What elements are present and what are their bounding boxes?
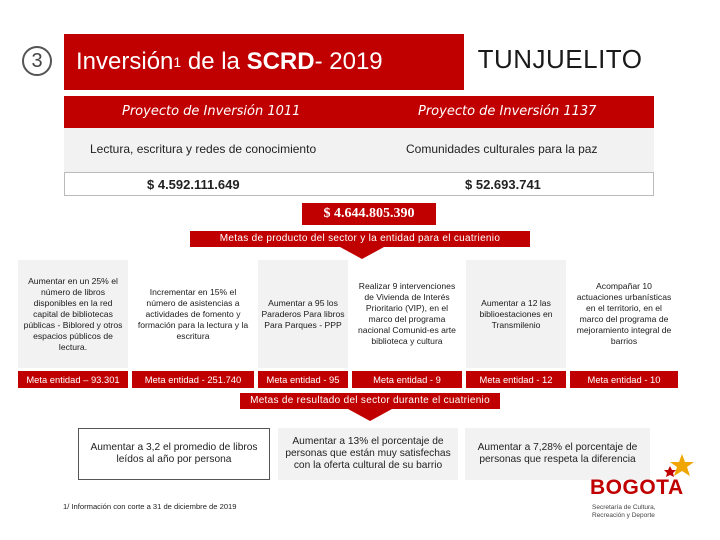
goal-card (18, 260, 128, 368)
section-number: 3 (31, 49, 43, 72)
entity-goal-badge: Meta entidad – 93.301 (18, 371, 128, 388)
entity-goal-badge: Meta entidad - 9 (352, 371, 462, 388)
page-title (64, 34, 464, 90)
bogota-logo (590, 452, 702, 532)
goal-text: Acompañar 10 actuaciones urbanísticas en el territorio, en el marco del programa de mejoramiento integral de barrios (576, 281, 672, 346)
entity-goal-badge: Meta entidad - 251.740 (132, 371, 254, 388)
goal-text: Aumentar en un 25% el número de libros disponibles en la red capital de bibliotecas públicas - Biblored y otros espacios públicos de lectura. (23, 275, 123, 352)
product-goals-row (18, 260, 678, 368)
goal-text: Aumentar a 12 las biblioestaciones en Transmilenio (479, 297, 553, 330)
logo-subtitle-line-2: Recreación y Deporte (592, 512, 655, 519)
goal-text: Incrementar en 15% el número de asistencias a actividades de fomento y formación para la lectura y la escritura (137, 286, 249, 341)
projects-header-row (64, 96, 654, 128)
result-goal-text: Aumentar a 7,28% el porcentaje de personas que respeta la diferencia (477, 442, 638, 465)
entity-goals-row (18, 371, 678, 388)
goal-card (132, 260, 254, 368)
title-footnote-mark: 1 (173, 54, 182, 70)
goal-card (352, 260, 462, 368)
goal-card (570, 260, 678, 368)
result-goal-text: Aumentar a 13% el porcentaje de personas que están muy satisfechas con la oferta cultural de su barrio (285, 436, 451, 471)
goal-text: Realizar 9 intervenciones de Vivienda de Interés Prioritario (VIP), en el marco del programa nacional Comunid-es arte biblioteca y cultura (358, 281, 456, 346)
logo-wordmark: BOGOTA (590, 476, 684, 499)
product-goals-band: Metas de producto del sector y la entidad para el cuatrienio (190, 231, 530, 247)
title-prefix: Inversión (76, 48, 174, 75)
goal-card (466, 260, 566, 368)
result-goal-card (278, 428, 458, 480)
projects-amount-row (64, 172, 654, 196)
total-investment: $ 4.644.805.390 (302, 203, 436, 225)
logo-subtitle-line-1: Secretaría de Cultura, (592, 504, 656, 511)
projects-name-row (64, 128, 654, 172)
goal-card (258, 260, 348, 368)
entity-goal-badge: Meta entidad - 10 (570, 371, 678, 388)
goal-text: Aumentar a 95 los Paraderos Para libros Para Parques - PPP (261, 297, 345, 330)
project-2-code: Proyecto de Inversión 1137 (418, 104, 597, 119)
section-number-badge (22, 46, 52, 76)
project-1-code: Proyecto de Inversión 1011 (122, 104, 301, 119)
title-mid: de la (181, 48, 247, 75)
down-arrow-icon (340, 247, 384, 259)
result-goal-text: Aumentar a 3,2 el promedio de libros leídos al año por persona (90, 442, 258, 465)
entity-goal-badge: Meta entidad - 12 (466, 371, 566, 388)
project-1-name: Lectura, escritura y redes de conocimiento (90, 142, 317, 156)
entity-goal-badge: Meta entidad - 95 (258, 371, 348, 388)
project-2-amount: $ 52.693.741 (465, 177, 541, 192)
result-goal-card (78, 428, 270, 480)
title-suffix: - 2019 (314, 48, 383, 75)
logo-subtitle (592, 504, 656, 520)
project-1-amount: $ 4.592.111.649 (147, 177, 240, 192)
footnote: 1/ Información con corte a 31 de diciembre de 2019 (63, 502, 237, 511)
down-arrow-icon (348, 409, 392, 421)
project-2-name: Comunidades culturales para la paz (406, 142, 598, 156)
result-goals-band: Metas de resultado del sector durante el cuatrienio (240, 393, 500, 409)
title-entity: SCRD (246, 48, 315, 75)
locality-name: TUNJUELITO (477, 44, 643, 74)
